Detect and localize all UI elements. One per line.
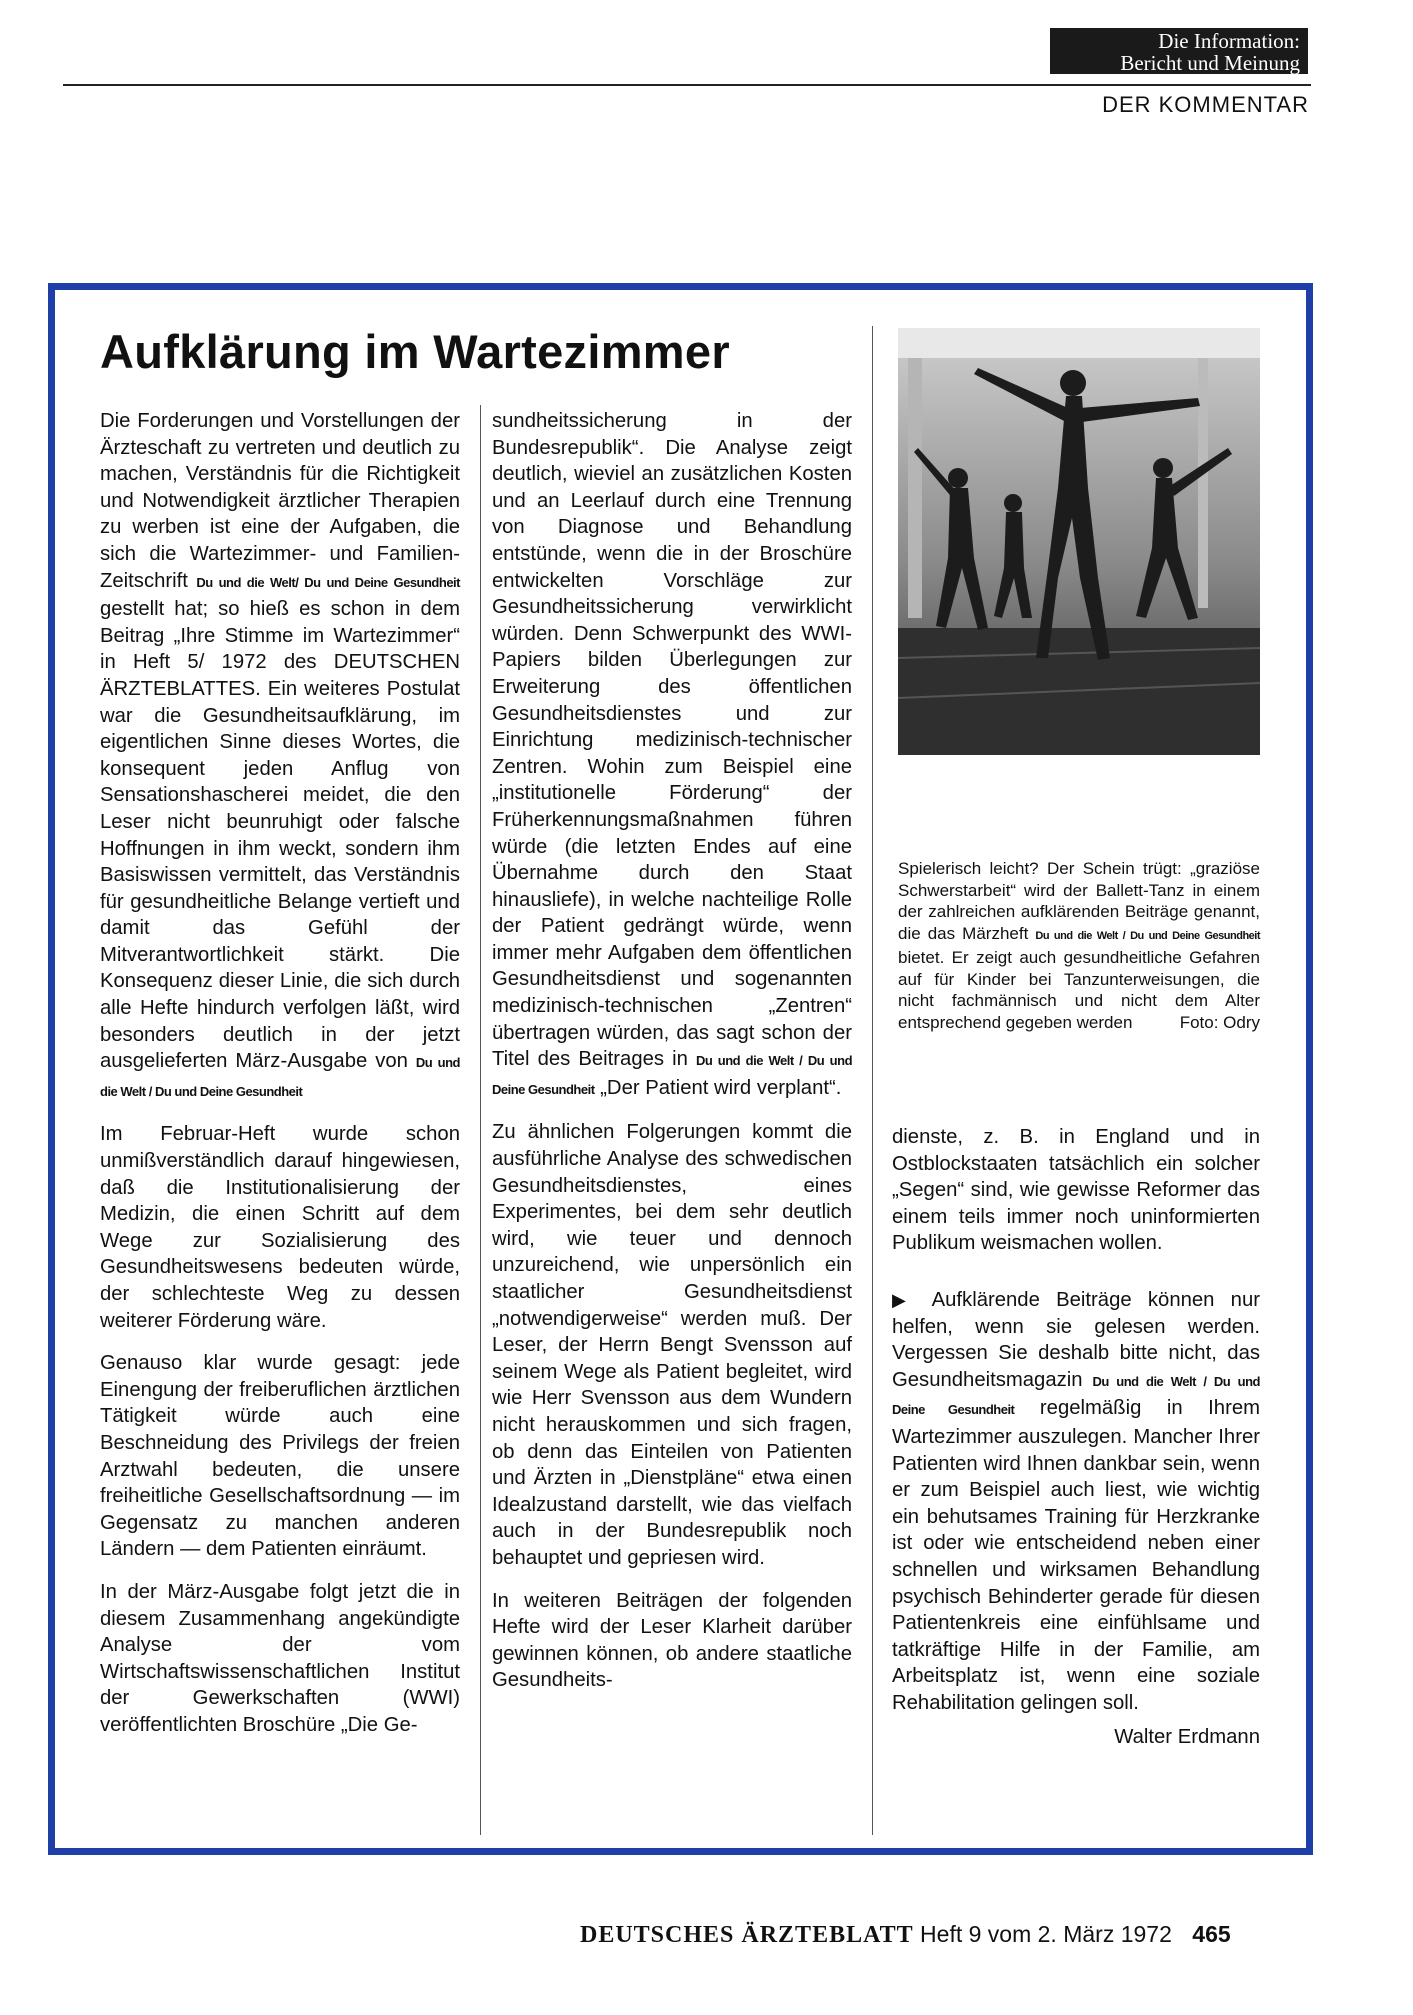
paragraph: sundheitssicherung in der Bundesrepublik“. Die Analyse zeigt deutlich, wieviel an zusätzlichen Kosten und an Leerlauf durch eine Trennung von Diagnose und Behandlung entstünde, wenn die in der Broschüre entwickelten Vorschläge zur Gesundheitssicherung verwirklicht würden. Denn Schwerpunkt des WWI-Papiers bilden Überlegungen zur Erweiterung des öffentlichen Gesundheitsdienstes und zur Einrichtung medizinisch-technischer Zentren. Wohin zum Beispiel eine „institutionelle Förderung“ der Früherkennungsmaßnahmen führen würde (die letzten Endes auf eine Übernahme durch den Staat hinausliefe), in welche nachteilige Rolle der Patient gedrängt würde, wenn immer mehr Aufgaben dem öffentlichen Gesundheitsdienst und sogenannten medizinisch-technischen „Zentren“ übertragen würden, das sagt schon der Titel des Beitrages in Du und die Welt / Du und Deine Gesundheit „Der Patient wird verplant“. (492, 410, 853, 1099)
author-name: Walter Erdmann (1114, 1726, 1260, 1749)
column-divider (872, 326, 873, 1835)
paragraph: Im Februar-Heft wurde schon unmißverständlich darauf hingewiesen, daß die Institutionalisierung der Medizin, die einen Schritt auf dem Wege zur Sozialisierung des Gesundheitswesens bedeuten würde, der schlechteste Weg zu dessen weiterer Förderung wäre. (100, 1123, 460, 1332)
footer-magazine-name: DEUTSCHES ÄRZTEBLATT (580, 1922, 914, 1948)
page-footer (580, 1921, 1231, 1949)
paragraph: In weiteren Beiträgen der folgenden Hefte wird der Leser Klarheit darüber gewinnen können, ob andere staatliche Gesundheits- (492, 1589, 852, 1692)
article-column-2 (492, 408, 852, 1710)
header-box-line1: Die Information: (1158, 29, 1300, 53)
magazine-logo: Du und die Welt / Du und Deine Gesundheit (892, 1373, 1261, 1418)
paragraph: dienste, z. B. in England und in Ostblockstaaten tatsächlich ein solcher „Segen“ sind, wie gewisse Reformer das einem teils immer noch uninformierten Publikum weismachen wollen. (892, 1126, 1260, 1255)
article-column-3 (892, 1124, 1260, 1751)
section-label: DER KOMMENTAR (1102, 92, 1309, 117)
article-title: Aufklärung im Wartezimmer (100, 325, 730, 378)
photo-caption: Spielerisch leicht? Der Schein trügt: „graziöse Schwerstarbeit“ wird der Ballett-Tanz in einem der zahlreichen aufklärenden Beiträge genannt, die das Märzheft Du und die Welt / Du und Deine Gesundheit bietet. Er zeigt auch gesundheitliche Gefahren auf für Kinder bei Tanzunterweisungen, die nicht fachmännisch und nicht dem Alter entsprechend gegeben werden Foto: Odry (898, 859, 1260, 1032)
header-box-line2: Bericht und Meinung (1120, 51, 1300, 75)
magazine-logo: Du und die Welt / Du und Deine Gesundheit (492, 1053, 853, 1097)
ballet-dancers-image (898, 328, 1260, 755)
paragraph: Zu ähnlichen Folgerungen kommt die ausführliche Analyse des schwedischen Gesundheitsdienstes, eines Experimentes, bei dem sehr deutlich wird, wie teuer und dennoch unzureichend, wie unpersönlich ein staatlicher Gesundheitsdienst „notwendigerweise“ werden muß. Der Leser, der Herrn Bengt Svensson auf seinem Wege als Patient begleitet, wird wie Herr Svensson aus dem Wundern nicht herauskommen und sich fragen, ob denn das Einteilen von Patienten und Ärzten in „Dienstpläne“ etwa einen Idealzustand darstellt, wie das vielfach auch in der Bundesrepublik noch behauptet und gepriesen wird. (492, 1121, 852, 1569)
header-rule (63, 84, 1311, 86)
article-column-1 (100, 408, 460, 1755)
magazine-logo: Du und die Welt/ Du und Deine Gesundheit (196, 574, 460, 590)
page-number: 465 (1192, 1921, 1231, 1947)
magazine-logo: Du und die Welt / Du und Deine Gesundheit (100, 1055, 460, 1099)
photo-credit: Foto: Odry (1179, 1012, 1260, 1032)
footer-issue: Heft 9 vom 2. März 1972 (920, 1921, 1172, 1947)
magazine-logo: Du und die Welt / Du und Deine Gesundheit (1035, 929, 1260, 942)
ballet-photo (898, 328, 1260, 755)
section-header-box (1050, 28, 1308, 74)
column-divider (480, 405, 481, 1835)
paragraph: Genauso klar wurde gesagt: jede Einengung der freiberuflichen ärztlichen Tätigkeit würde auch eine Beschneidung des Privilegs der freien Arztwahl bedeuten, die unsere freiheitliche Gesellschaftsordnung — im Gegensatz zu manchen anderen Ländern — dem Patienten einräumt. (100, 1352, 460, 1561)
paragraph: In der März-Ausgabe folgt jetzt die in diesem Zusammenhang angekündigte Analyse der vom Wirtschaftswissenschaftlichen Institut der Gewerkschaften (WWI) veröffentlichten Broschüre „Die Ge- (100, 1580, 460, 1736)
paragraph: ▶ Aufklärende Beiträge können nur helfen, wenn sie gelesen werden. Vergessen Sie deshalb bitte nicht, das Gesundheitsmagazin Du und die Welt / Du und Deine Gesundheit regelmäßig in Ihrem Wartezimmer auszulegen. Mancher Ihrer Patienten wird Ihnen dankbar sein, wenn er zum Beispiel auch liest, wie wichtig ein behutsames Training für Herzkranke ist oder wie entscheidend neben einer schnellen und wirksamen Behandlung psychisch Behinderter gerade für diesen Patientenkreis eine einfühlsame und tatkräftige Hilfe in der Familie, am Arbeitsplatz ist, wenn eine soziale Rehabilitation gelingen soll. (892, 1288, 1261, 1714)
triangle-bullet-icon: ▶ (892, 1289, 917, 1310)
paragraph: Die Forderungen und Vorstellungen der Ärzteschaft zu vertreten und deutlich zu machen, Verständnis für die Richtigkeit und Notwendigkeit ärztlicher Therapien zu werben ist eine der Aufgaben, die sich die Wartezimmer- und Familien-Zeitschrift Du und die Welt/ Du und Deine Gesundheit gestellt hat; so hieß es schon in dem Beitrag „Ihre Stimme im Wartezimmer“ in Heft 5/ 1972 des DEUTSCHEN ÄRZTEBLATTES. Ein weiteres Postulat war die Gesundheitsaufklärung, im eigentlichen Sinne dieses Wortes, die konsequent jeden Anflug von Sensationshascherei meidet, die den Leser nicht beunruhigt oder falsche Hoffnungen in ihm weckt, sondern ihm Basiswissen vermittelt, das Verständnis für gesundheitliche Belange vertieft und damit das Gefühl der Mitverantwortlichkeit stärkt. Die Konsequenz dieser Linie, die sich durch alle Hefte hindurch verfolgen läßt, wird besonders deutlich in der jetzt ausgelieferten März-Ausgabe von Du und die Welt / Du und Deine Gesundheit (100, 410, 460, 1099)
